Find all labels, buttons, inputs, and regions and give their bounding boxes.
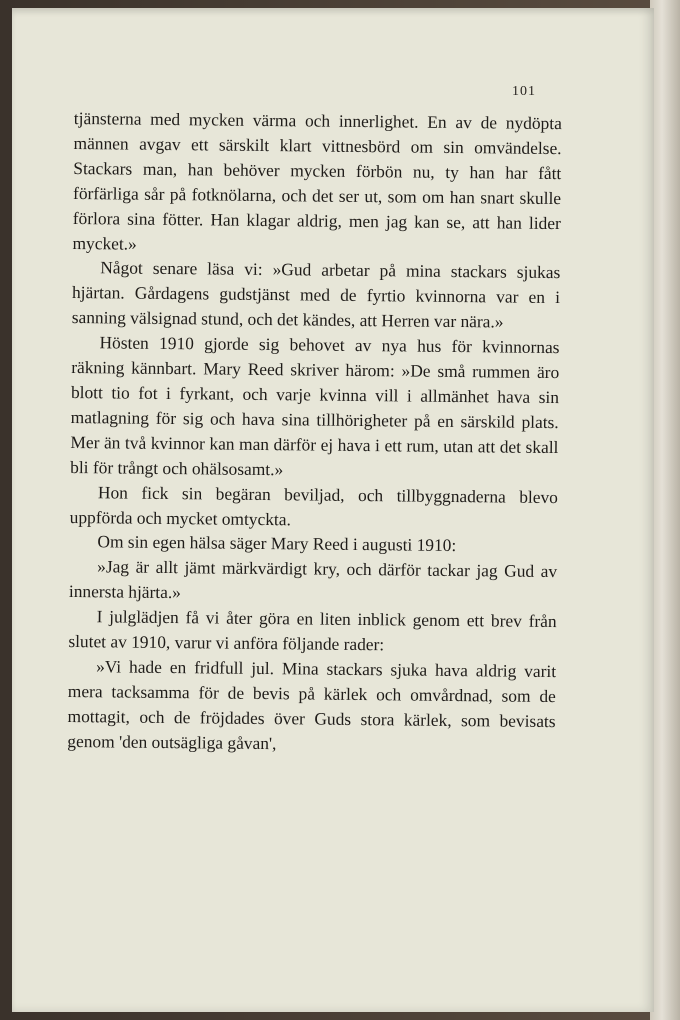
paragraph: Om sin egen hälsa säger Mary Reed i augusti 1910: bbox=[97, 531, 457, 556]
page-number: 101 bbox=[512, 84, 536, 99]
paragraph: »Jag är allt jämt märkvärdigt kry, och därför tackar jag Gud av innersta hjärta.» bbox=[68, 556, 558, 603]
book-page bbox=[12, 8, 654, 1012]
page-text bbox=[67, 106, 562, 759]
paragraph: Hösten 1910 gjorde sig behovet av nya hus för kvinnornas räkning kännbart. Mary Reed skriver härom: »De små rummen äro blott tio fot i fyrkant, och varje kvinna vill i allmänhet hava sin matlagning för sig och hava sina tillhörigheter på en särskild plats. Mer än två kvinnor kan man därför ej hava i ett rum, utan att det skall bli för trångt och ohälsosamt.» bbox=[70, 332, 560, 479]
book-cover-edge bbox=[650, 0, 680, 1020]
paragraph: tjänsterna med mycken värma och innerlighet. En av de nydöpta männen avgav ett särskilt klart vittnesbörd om sin omvändelse. Stackars man, han behöver mycken förbön nu, ty han har fått förfärliga sår på fotknölarna, och det ser ut, som om han snart skulle förlora sina fötter. Han klagar aldrig, men jag kan se, att han lider mycket.» bbox=[72, 107, 562, 254]
paragraph: I julglädjen få vi åter göra en liten inblick genom ett brev från slutet av 1910, varur vi anföra följande rader: bbox=[68, 606, 557, 655]
paragraph: »Vi hade en fridfull jul. Mina stackars sjuka hava aldrig varit mera tacksamma för de bevis på kärlek och omvårdnad, som de mottagit, och de fröjdades över Guds stora kärlek, som bevisats genom 'den outsägliga gåvan', bbox=[67, 656, 557, 753]
paragraph: Hon fick sin begäran beviljad, och tillbyggnaderna blevo uppförda och mycket omtyckta. bbox=[69, 481, 559, 529]
paragraph: Något senare läsa vi: »Gud arbetar på mina stackars sjukas hjärtan. Gårdagens gudstjänst med de fyrtio kvinnorna var en i sanning välsignad stund, och det kändes, att Herren var nära.» bbox=[71, 257, 561, 332]
